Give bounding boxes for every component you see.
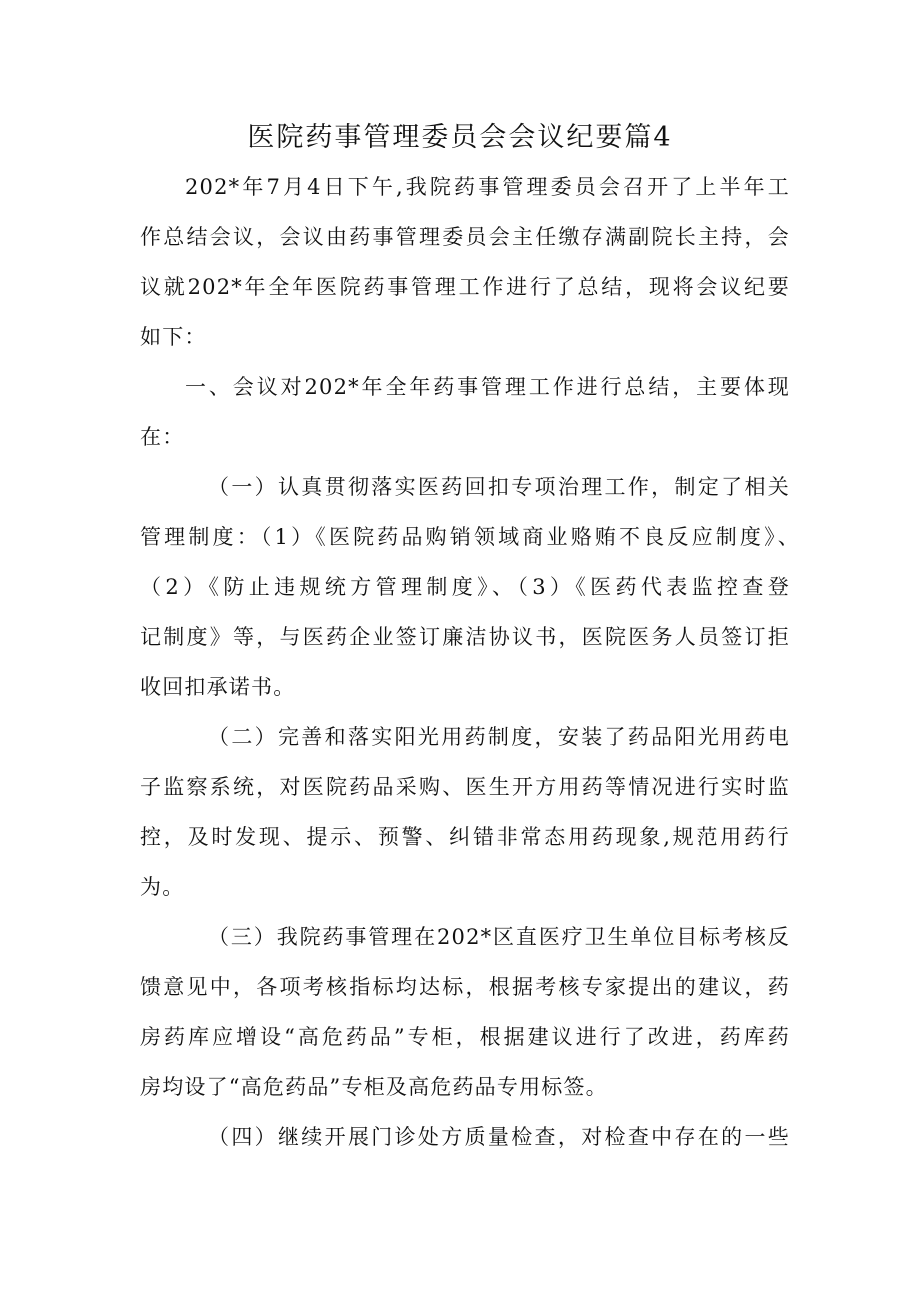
paragraph-line: 议就202*年全年医院药事管理工作进行了总结，现将会议纪要: [140, 275, 790, 299]
paragraph-line: 记制度》等，与医药企业签订廉洁协议书，医院医务人员签订拒: [140, 625, 790, 649]
paragraph-line: 子监察系统，对医院药品采购、医生开方用药等情况进行实时监: [140, 775, 790, 799]
paragraph-line: （2）《防止违规统方管理制度》、（3）《医药代表监控查登: [140, 575, 790, 599]
paragraph-line: 在：: [140, 425, 185, 449]
paragraph-line: （二）完善和落实阳光用药制度，安装了药品阳光用药电: [208, 725, 790, 749]
paragraph-line: （一）认真贯彻落实医药回扣专项治理工作，制定了相关: [208, 475, 790, 499]
paragraph-line: 收回扣承诺书。: [140, 675, 296, 699]
paragraph-line: 控，及时发现、提示、预警、纠错非常态用药现象,规范用药行: [140, 825, 790, 849]
paragraph-line: （四）继续开展门诊处方质量检查，对检查中存在的一些: [208, 1125, 790, 1149]
paragraph-line: 为。: [140, 875, 185, 899]
paragraph-line: （三）我院药事管理在202*区直医疗卫生单位目标考核反: [208, 925, 790, 949]
paragraph-line: 一、会议对202*年全年药事管理工作进行总结，主要体现: [185, 375, 790, 399]
paragraph-line: 管理制度：（1）《医院药品购销领域商业赂贿不良反应制度》、: [140, 525, 800, 549]
paragraph-line: 如下：: [140, 325, 207, 349]
document-title: 医院药事管理委员会会议纪要篇4: [247, 122, 673, 153]
paragraph-line: 202*年7月4日下午,我院药事管理委员会召开了上半年工: [185, 175, 790, 199]
paragraph-line: 作总结会议，会议由药事管理委员会主任缴存满副院长主持，会: [140, 225, 790, 249]
paragraph-line: 馈意见中，各项考核指标均达标，根据考核专家提出的建议，药: [140, 975, 790, 999]
paragraph-line: 房药库应增设“高危药品”专柜，根据建议进行了改进，药库药: [140, 1025, 790, 1049]
paragraph-line: 房均设了“高危药品”专柜及高危药品专用标签。: [140, 1075, 608, 1099]
